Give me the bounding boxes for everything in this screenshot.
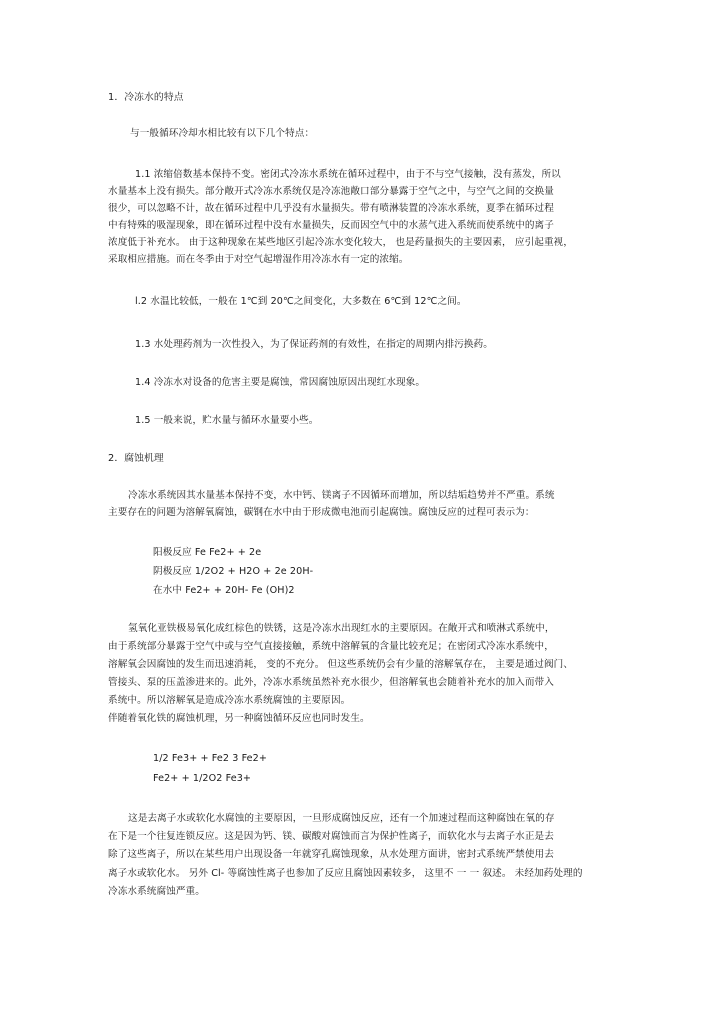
para-1-1-line: 采取相应措施。而在冬季由于对空气起增湿作用冷冻水有一定的浓缩。: [108, 254, 409, 265]
equation-line: 1/2 Fe3+ + Fe2 3 Fe2+: [153, 753, 268, 764]
equation-line: Fe2+ + 1/2O2 Fe3+: [153, 773, 252, 784]
section-2-para-line: 这是去离子水或软化水腐蚀的主要原因，一旦形成腐蚀反应，还有一个加速过程而这种腐蚀在氧的存: [128, 813, 555, 824]
equation-line: 阴极反应 1/2O2 + H2O + 2e 20H-: [153, 566, 314, 577]
section-2-para-line: 溶解氧会因腐蚀的发生而迅速消耗， 变的不充分。 但这些系统仍会有少量的溶解氧存在， 主要是通过阀门、: [108, 659, 574, 670]
section-2-para-line: 主要存在的问题为溶解氧腐蚀，碳钢在水中由于形成微电池而引起腐蚀。腐蚀反应的过程可表示为：: [108, 507, 535, 518]
para-1-3: 1.3 水处理药剂为一次性投入，为了保证药剂的有效性，在指定的周期内排污换药。: [135, 339, 493, 350]
section-2-para-line: 离子水或软化水。 另外 Cl- 等腐蚀性离子也参加了反应且腐蚀因素较多， 这里不 一 一 叙述。 未经加药处理的: [108, 868, 583, 879]
para-1-5: 1.5 一般来说，贮水量与循环水量要小些。: [135, 415, 319, 426]
para-1-1-line: 浓度低于补充水。 由于这种现象在某些地区引起冷冻水变化较大， 也是药量损失的主要因素， 应引起重视，: [108, 237, 574, 248]
section-2-para-line: 氢氧化亚铁极易氧化成红棕色的铁锈，这是冷冻水出现红水的主要原因。在敞开式和喷淋式系统中，: [128, 623, 555, 634]
section-2-para-line: 管接头、泵的压盖渗进来的。此外，冷冻水系统虽然补充水很少，但溶解氧也会随着补充水的加入而带入: [108, 677, 554, 688]
section-1-intro: 与一般循环冷却水相比较有以下几个特点：: [130, 128, 315, 139]
para-1-4: 1.4 冷冻水对设备的危害主要是腐蚀，常因腐蚀原因出现红水现象。: [135, 377, 426, 388]
para-1-2: l.2 水温比较低，一般在 1℃到 20℃之间变化，大多数在 6℃到 12℃之间。: [135, 296, 467, 307]
section-2-para-line: 在下是一个往复连锁反应。这是因为钙、镁、碳酸对腐蚀而言为保护性离子，而软化水与去离子水正是去: [108, 831, 554, 842]
section-2-para-line: 由于系统部分暴露于空气中或与空气直接接触，系统中溶解氧的含量比较充足；在密闭式冷冻水系统中，: [108, 641, 554, 652]
section-2-para-line: 除了这些离子，所以在某些用户出现设备一年就穿孔腐蚀现象，从水处理方面讲，密封式系统严禁使用去: [108, 849, 554, 860]
section-1-heading: 1．冷冻水的特点: [108, 92, 184, 103]
para-1-1-line: 很少，可以忽略不计，故在循环过程中几乎没有水量损失。带有喷淋装置的冷冻水系统，夏季在循环过程: [108, 203, 554, 214]
section-2-para-line: 伴随着氧化铁的腐蚀机理，另一种腐蚀循环反应也同时发生。: [108, 713, 370, 724]
section-2-heading: 2．腐蚀机理: [108, 453, 164, 464]
section-2-para-line: 系统中。所以溶解氧是造成冷冻水系统腐蚀的主要原因。: [108, 695, 351, 706]
para-1-1-line: 1.1 浓缩倍数基本保持不变。密闭式冷冻水系统在循环过程中，由于不与空气接触，没有蒸发，所以: [135, 169, 561, 180]
section-2-para-line: 冷冻水系统腐蚀严重。: [108, 886, 205, 897]
section-2-para-line: 冷冻水系统因其水量基本保持不变，水中钙、镁离子不因循环而增加，所以结垢趋势并不严重。系统: [128, 490, 555, 501]
para-1-1-line: 中有特殊的吸湿现象，即在循环过程中没有水量损失，反而因空气中的水蒸气进入系统而使系统中的离子: [108, 220, 554, 231]
equation-line: 阳极反应 Fe Fe2+ + 2e: [153, 547, 262, 558]
para-1-1-line: 水量基本上没有损失。部分敞开式冷冻水系统仅是冷冻池敞口部分暴露于空气之中，与空气之间的交换量: [108, 186, 554, 197]
equation-line: 在水中 Fe2+ + 20H- Fe (OH)2: [153, 585, 295, 596]
